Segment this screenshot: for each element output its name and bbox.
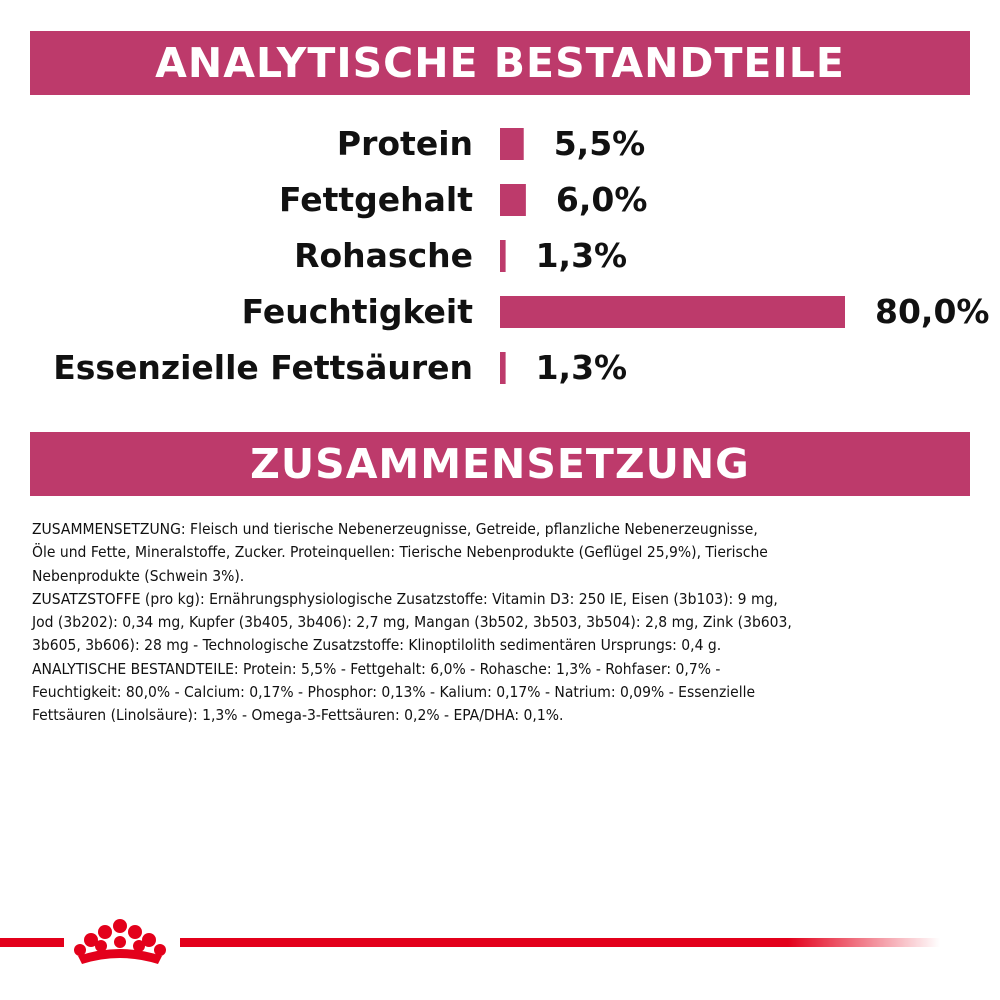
value-label: 6,0% [555, 180, 648, 219]
section-title-analytical: ANALYTISCHE BESTANDTEILE [155, 39, 845, 87]
value-label: 80,0% [875, 292, 990, 331]
nutrient-bar-chart [0, 0, 1000, 420]
composition-line: Fettsäuren (Linolsäure): 1,3% - Omega-3-Fettsäuren: 0,2% - EPA/DHA: 0,1%. [32, 706, 564, 725]
composition-line: 3b605, 3b606): 28 mg - Technologische Zusatzstoffe: Klinoptilolith sedimentären Ursprungs: 0,4 g. [32, 636, 722, 655]
section-header-composition [30, 432, 970, 496]
section-title-composition: ZUSAMMENSETZUNG [250, 440, 750, 488]
bar [500, 240, 506, 272]
value-label: 1,3% [535, 236, 628, 275]
bar [500, 352, 506, 384]
footer-line-left [0, 938, 64, 947]
composition-line: Nebenprodukte (Schwein 3%). [32, 566, 245, 585]
composition-line: ZUSATZSTOFFE (pro kg): Ernährungsphysiologische Zusatzstoffe: Vitamin D3: 250 IE, Eisen (3b103): 9 mg, [32, 589, 778, 608]
category-label: Fettgehalt [279, 180, 473, 219]
bar [500, 296, 845, 328]
category-label: Rohasche [294, 236, 473, 275]
composition-line: Öle und Fette, Mineralstoffe, Zucker. Proteinquellen: Tierische Nebenprodukte (Geflügel 25,9%), Tierische [32, 543, 768, 562]
value-label: 1,3% [535, 348, 628, 387]
value-label: 5,5% [553, 124, 646, 163]
composition-text [32, 518, 972, 728]
category-label: Feuchtigkeit [241, 292, 473, 331]
composition-line: Feuchtigkeit: 80,0% - Calcium: 0,17% - Phosphor: 0,13% - Kalium: 0,17% - Natrium: 0,09% - Essenzielle [32, 683, 756, 702]
crown-icon [64, 912, 176, 972]
footer-line-right [180, 938, 940, 947]
category-label: Essenzielle Fettsäuren [53, 348, 473, 387]
bar [500, 128, 524, 160]
composition-line: ZUSAMMENSETZUNG: Fleisch und tierische Nebenerzeugnisse, Getreide, pflanzliche Nebenerzeugnisse, [32, 520, 758, 538]
category-label: Protein [336, 124, 473, 163]
composition-line: ANALYTISCHE BESTANDTEILE: Protein: 5,5% - Fettgehalt: 6,0% - Rohasche: 1,3% - Rohfaser: 0,7% - [32, 659, 721, 678]
composition-line: Jod (3b202): 0,34 mg, Kupfer (3b405, 3b406): 2,7 mg, Mangan (3b502, 3b503, 3b504): 2,8 mg, Zink (3b603, [32, 613, 792, 632]
bar [500, 184, 526, 216]
